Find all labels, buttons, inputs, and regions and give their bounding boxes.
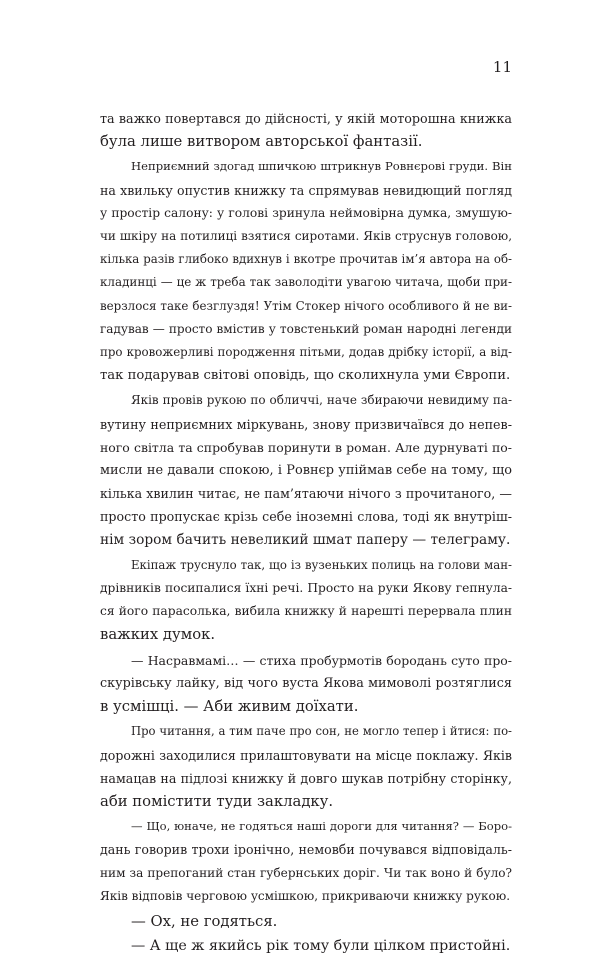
text-line: кладинці — це ж треба так заволодіти увагою читача, щоби при- — [100, 275, 512, 290]
text-line: — Що, юначе, не годяться наші дороги для читання? — Боро- — [131, 819, 512, 834]
text-line: верзлося таке безглуздя! Утім Стокер нічого особливого й не ви- — [100, 298, 512, 313]
text-line: в усмішці. — Аби живим доїхати. — [100, 698, 359, 716]
paragraph — [100, 815, 512, 908]
paragraph — [100, 155, 512, 387]
text-line: скурівську лайку, від чого вуста Якова мимоволі розтяглися — [100, 675, 512, 691]
text-line: просто пропускає крізь себе іноземні слова, тоді як внутріш- — [100, 509, 512, 525]
text-line: так подарував світові оповідь, що сколихнула уми Європи. — [100, 368, 511, 384]
text-line: у простір салону: у голові зринула неймовірна думка, змушую- — [100, 205, 512, 220]
text-line: — А ще ж якийсь рік тому були цілком пристойні. — [131, 938, 511, 955]
text-line: нім зором бачить невеликий шмат паперу — телеграму. — [100, 531, 511, 548]
text-line: Про читання, а тим паче про сон, не могло тепер і йтися: по- — [131, 724, 512, 739]
paragraph — [100, 554, 512, 647]
text-line: — Ох, не годяться. — [131, 913, 278, 931]
text-line: кілька разів глибоко вдихнув і вкотре прочитав ім’я автора на об- — [100, 252, 512, 267]
page-number: 11 — [492, 58, 512, 76]
text-line: мисли не давали спокою, і Ровнєр упіймав себе на тому, що — [100, 463, 512, 478]
text-line: кілька хвилин читає, не пам’ятаючи нічого з прочитаного, — — [100, 486, 512, 502]
text-line: важких думок. — [100, 626, 216, 644]
text-line: була лише витвором авторської фантазії. — [100, 133, 423, 151]
paragraph — [100, 649, 512, 719]
text-line: дорожні заходилися прилаштовувати на місце поклажу. Яків — [100, 747, 512, 763]
text-line: Неприємний здогад шпичкою штрикнув Ровнєрові груди. Він — [131, 159, 512, 174]
paragraph — [100, 107, 512, 153]
text-line: Екіпаж труснуло так, що із вузеньких полиць на голови ман- — [131, 557, 512, 572]
paragraph — [100, 389, 512, 551]
paragraph — [100, 910, 512, 933]
text-line: дрівників посипалися їхні речі. Просто на руки Якову гепнула- — [100, 581, 512, 596]
text-line: — Насравмамі… — стиха пробурмотів бородань суто про- — [131, 652, 512, 668]
text-line: Яків провів рукою по обличчі, наче збираючи невидиму па- — [131, 393, 512, 408]
text-line: вутину неприємних міркувань, знову призвичаївся до непев- — [100, 416, 512, 432]
text-line: аби помістити туди закладку. — [100, 792, 334, 810]
body-text — [100, 107, 512, 959]
text-line: чи шкіру на потилиці взятися сиротами. Яків струснув головою, — [100, 229, 512, 244]
text-line: на хвильку опустив книжку та спрямував невидющий погляд — [100, 182, 512, 198]
text-line: ним за препоганий стан губернських доріг. Чи так воно й було? — [100, 865, 512, 880]
text-line: та важко повертався до дійсності, у якій моторошна книжка — [100, 111, 512, 126]
text-line: гадував — просто вмістив у товстенький роман народні легенди — [100, 321, 512, 336]
paragraph — [100, 720, 512, 813]
text-line: дань говорив трохи іронічно, немовби почувався відповідаль- — [100, 842, 512, 858]
text-line: ного світла та спробував поринути в роман. Але дурнуваті по- — [100, 439, 512, 455]
text-line: ся його парасолька, вибила книжку й нарешті перервала плин — [100, 604, 512, 619]
text-line: намацав на підлозі книжку й довго шукав потрібну сторінку, — [100, 770, 512, 786]
text-line: про кровожерливі породження пітьми, додав дрібку історії, а від- — [100, 344, 512, 359]
text-line: Яків відповів черговою усмішкою, прикриваючи книжку рукою. — [100, 888, 511, 903]
